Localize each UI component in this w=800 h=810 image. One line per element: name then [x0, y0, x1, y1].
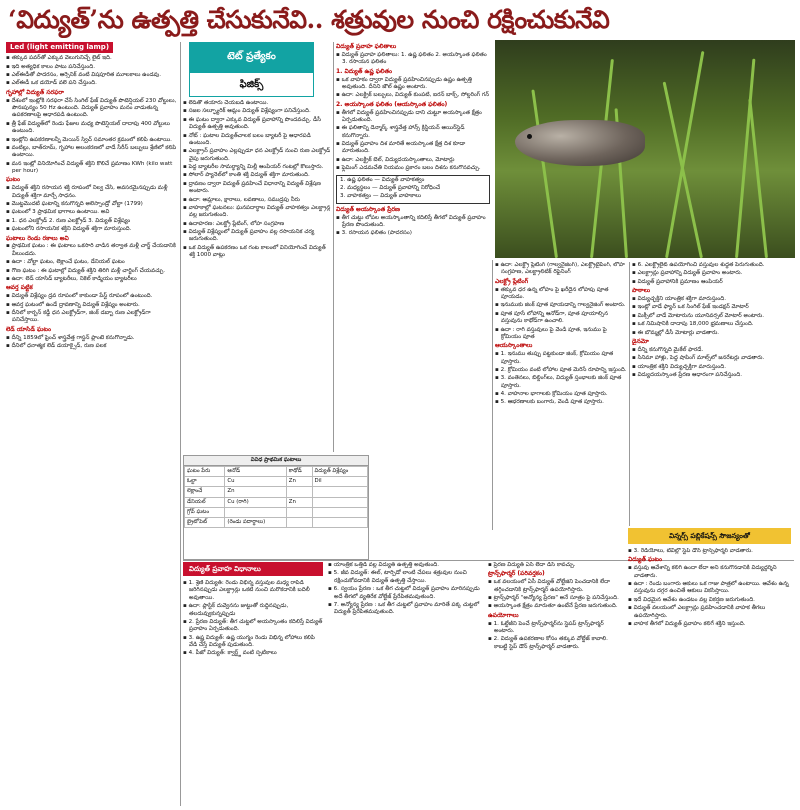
led-heading: Led (light emitting lamp)	[6, 42, 113, 53]
list-item: ▪ ఉదా: లెడ్‌ యాసిడ్‌ బ్యాటరీలు, నికెల్‌ కాడ్మియం బ్యాటరీలు	[6, 276, 178, 283]
bottom-section-banner: విద్యుత్‌ ప్రవాహ విధానాలు	[183, 562, 323, 576]
physics-banner: ఫిజిక్స్‌	[189, 72, 314, 97]
list-item: ▪ విద్యుత్‌ వలయంలో ఎలక్ట్రాన్లు ప్రవహించడానికి వాహక తీగలు ఉపయోగిస్తారు.	[628, 605, 794, 620]
section-heading: లెడ్‌ యాసిడ్‌ ఘటం	[6, 325, 52, 333]
pair-left: 1. ఉష్ణ ఫలితం	[340, 176, 373, 183]
list-item: ▪ విద్యుత్‌ శక్తిని రసాయన శక్తి రూపంలో నిల్వ చేసి, అవసరమైనప్పుడు మళ్లీ విద్యుత్‌ శక్తిగా మార్చే సాధనం.	[6, 185, 178, 200]
table-cell	[286, 487, 312, 497]
list-item: ▪ 1. ధన ఎలక్ట్రోడ్‌ 2. రుణ ఎలక్ట్రోడ్‌ 3. విద్యుత్‌ విశ్లేష్యం	[6, 218, 178, 225]
pair-row: 2. మధ్యస్థలం — విద్యుత్‌ ప్రవాహాన్ని నిరోధించే	[340, 184, 441, 191]
list-item: ▪ ఆవర్త ఘటంలో ఉండే ద్రావణాన్ని విద్యుత్‌ విశ్లేష్యం అంటారు.	[6, 302, 178, 309]
column-1	[6, 42, 178, 806]
list-item: ▪ దీన్ని 1859లో ఫ్రెంచ్‌ శాస్త్రవేత్త గాస్టన్‌ ప్లాంటె కనుగొన్నాడు.	[6, 335, 178, 342]
section-heading: విద్యుత్‌ ప్రవాహ ఫలితాలు	[336, 43, 397, 50]
list-item: ▪ మిక్సీలో వాడే మోటారును యూనివర్సల్‌ మోటార్‌ అంటారు.	[632, 313, 794, 320]
list-item: ▪ దేశంలో ఇంట్లోకి సరఫరా చేసే సింగిల్‌ ఫేజ్‌ విద్యుత్‌ పొటెన్షియల్‌ 230 వోల్టులు, పౌనఃపున్యం 50 Hz ఉంటుంది. విద్యుత్‌ ప్రవాహం మనం వాడుతున్న ఉపకరణాలపై ఆధారపడి ఉంటుంది.	[6, 98, 178, 120]
table-cell: గ్రోవ్‌ ఘటం	[185, 507, 225, 517]
list-item: ▪ విద్యుత్‌ ప్రవాహం దిశ మారితే అయస్కాంత క్షేత్ర దిశ కూడా మారుతుంది.	[336, 141, 490, 156]
list-item: ▪ ఆయస్కాంత క్షేత్రం మారుతూ ఉంటేనే ప్రేరణ జరుగుతుంది.	[488, 603, 623, 610]
pair-row: 1. ఉష్ణ ఫలితం — విద్యుత్‌ వాహకత్వం	[340, 176, 425, 183]
section-heading: 2. అయస్కాంత ఫలితం (ఆయస్కాంత ఫలితం)	[336, 100, 448, 108]
section-heading: 1. విద్యుత్‌ ఉష్ణ ఫలితం	[336, 67, 393, 75]
pairs-box	[336, 175, 490, 204]
section-heading: విద్యుత్‌ అయస్కాంత ప్రేరణ	[336, 205, 401, 213]
list-item: ▪ త్రీ ఫేజ్‌ విద్యుత్‌లో రెండు ఫేజుల మధ్య పొటెన్షియల్‌ దాదాపు 400 వోల్టులు ఉంటుంది.	[6, 121, 178, 136]
grass-blade	[531, 89, 558, 258]
section-heading: ఘటం	[6, 176, 21, 184]
list-item: ▪ విద్యుత్‌ విశ్లేష్యం ద్రవ రూపంలో కాకుండా పేస్ట్‌ రూపంలో ఉంటుంది.	[6, 293, 178, 300]
list-item: ▪ 3. రసాయన ఫలితం (పాదరసం)	[336, 230, 490, 237]
list-item: ▪ 6. ఎలక్ట్రోలైట్‌ ఉపయోగించి వస్తువుల శుద్ధత పెరుగుతుంది.	[632, 262, 794, 269]
list-item: ▪ తక్కువ పవర్‌తో ఎక్కువ వెలుగునిచ్చే లైట్‌ ఇది.	[6, 55, 178, 62]
list-item: ▪ ప్రాథమిక ఘటం : ఈ ఘటాలు ఒకసారి వాడిన తర్వాత మళ్లీ చార్జ్‌ చేయడానికి వీలుండదు.	[6, 243, 178, 258]
list-item: ▪ నోట్‌ : ఘటాల విద్యుత్‌చాలక బలం బ్యాటరీ పై ఆధారపడి ఉంటుంది.	[183, 133, 331, 148]
list-item: ▪ 2. విద్యుత్‌ ఉపకరణాల కోసం తక్కువ వోల్టేజ్‌ కావాలి. కాబట్టి స్టెప్‌ డౌన్‌ ట్రాన్స్‌ఫార్మర్‌ వాడతారు.	[488, 636, 623, 651]
column-divider	[629, 262, 630, 526]
list-item: ▪ 3. ఉష్ణ విద్యుత్‌: ఉష్ణ యుగ్మం రెండు విభిన్న లోహాలు కలిపి వేడి చేస్తే విద్యుత్‌ పుడుతుంది.	[183, 635, 323, 650]
table-header: ఆనోడ్‌	[225, 467, 286, 477]
section-heading: పాఠాలు	[632, 287, 651, 295]
section-heading: గృహాల్లో విద్యుత్‌ సరఫరా	[6, 88, 64, 96]
table-cell	[225, 507, 286, 517]
list-item: ▪ ఉదా : రెండు బంగారు ఆకులు ఒక గాజు పాత్రలో ఉంటాయి. ఆవేశం ఉన్న వస్తువును దగ్గర ఉంచితే ఆకులు వికసిస్తాయి.	[628, 581, 794, 596]
table-cell: బ్రైటోపెట్‌	[185, 517, 225, 527]
list-item: ▪ ఉదా : వోల్టా ఘటం, లెక్లాంచే ఘటం, డేనియల్‌ ఘటం	[6, 259, 178, 266]
list-item: ▪ 2. ప్రేరణ విద్యుత్‌: తీగ చుట్టలో అయస్కాంతం కదిలిస్తే విద్యుత్‌ ప్రవాహం ఏర్పడుతుంది.	[183, 619, 323, 634]
list-item: ▪ ఈ ఘటం ద్వారా ఎక్కువ విద్యుత్‌ ప్రవాహాన్ని పొందవచ్చు. డీసీ విద్యుత్‌ ఉత్పత్తి అవుతుంది.	[183, 117, 331, 132]
table-cell: Zn	[286, 477, 312, 487]
bottom-column-1	[183, 580, 323, 806]
table-cell: Cu	[225, 477, 286, 487]
list-item: ▪ విద్యుచ్ఛక్తిని యాంత్రిక శక్తిగా మారుస్తుంది.	[632, 296, 794, 303]
table-cell: (రెండు పదార్థాలు)	[225, 517, 286, 527]
grass-blade	[735, 59, 755, 258]
column-4	[495, 262, 627, 526]
list-item: ▪ సజల సల్ఫ్యూరిక్‌ ఆమ్లం విద్యుత్‌ విశ్లేష్యంగా పనిచేస్తుంది.	[183, 108, 331, 115]
list-item: ▪ తీగ చుట్టు లోపల అయస్కాంతాన్ని కదిలిస్తే తీగలో విద్యుత్‌ ప్రవాహం ప్రేరణ పొందుతుంది.	[336, 215, 490, 230]
list-item: ▪ పెద్ద బ్యాటరీల సామర్థ్యాన్ని మిల్లీ ఆంపియర్‌ గంటల్లో కొలుస్తారు.	[183, 164, 331, 171]
list-item: ▪ తక్కువ ధర ఉన్న లోహం పై ఖరీదైన లోహపు పూత పూయడం.	[495, 287, 627, 302]
list-item: ▪ ఇదే విధమైన ఆవేశం ఉండటం వల్ల వికర్షణ జరుగుతుంది.	[628, 597, 794, 604]
list-item: ▪ 6. స్వయం ప్రేరణ : ఒక తీగ చుట్టలో విద్యుత్‌ ప్రవాహం మారినప్పుడు అదే తీగలో వ్యతిరేక వోల్టేజ్‌ ప్రేరేపితమవుతుంది.	[328, 586, 483, 601]
list-item: ▪ సినిమా హాళ్లు, పెద్ద షాపింగ్‌ మాల్స్‌లో జనరేటర్లు వాడతారు.	[632, 355, 794, 362]
section-heading: ఉపయోగాలు	[488, 611, 519, 619]
list-item: ▪ మొట్టమొదటి ఘటాన్ని కనుగొన్నది అలెస్సాండ్రో వోల్టా (1799)	[6, 201, 178, 208]
list-item: ▪ 3. రేడియోలు, టీవీల్లో స్టెప్‌ డౌన్‌ ట్రాన్స్‌ఫార్మర్‌ వాడతారు.	[628, 548, 794, 555]
table-header: విద్యుత్‌ విశ్లేష్యం	[312, 467, 367, 477]
list-item: ▪ 3. వంతెనలు, బిల్డింగ్‌లు, విద్యుత్‌ స్తంభాలకు జింక్‌ పూత పూస్తారు.	[495, 375, 627, 390]
tet-special-banner: టెట్‌ ప్రత్యేకం	[189, 42, 314, 72]
list-item: ▪ దీనిలో కార్బన్‌ కడ్డీ ధన ఎలక్ట్రోడ్‌గా, జింక్‌ డబ్బా రుణ ఎలక్ట్రోడ్‌గా పనిచేస్తాయి.	[6, 310, 178, 325]
list-item: ▪ ఈ ఫలితాన్ని డెన్మార్క్‌ శాస్త్రవేత్త హాన్స్‌ క్రిస్టియన్‌ ఆయిర్‌స్టెడ్‌ కనుగొన్నారు.	[336, 125, 490, 140]
column-divider	[333, 42, 334, 452]
list-item: ▪ వాహక తీగలో విద్యుత్‌ ప్రవాహం కలిగే శక్తిని ఇస్తుంది.	[628, 621, 794, 628]
list-item: ▪ ఒక వలయంలో ఏసీ విద్యుత్‌ వోల్టేజిని పెంచడానికి లేదా తగ్గించడానికి ట్రాన్స్‌ఫార్మర్‌ ఉపయోగిస్తారు.	[488, 579, 623, 594]
list-item: ▪ వస్తువు ఆవేశాన్ని కలిగి ఉందా లేదా అని కనుగొనడానికి విద్యుద్దర్శిని వాడతారు.	[628, 565, 794, 580]
table-header: ఘటం పేరు	[185, 467, 225, 477]
list-item: ▪ 1. ఓల్టేజీని పెంచే ట్రాన్స్‌ఫార్మర్‌ను స్టెపప్‌ ట్రాన్స్‌ఫార్మర్‌ అంటారు.	[488, 621, 623, 636]
electric-eel-photo	[495, 40, 795, 258]
pair-right: విద్యుత్‌ వాహకాలు	[380, 193, 422, 200]
section-heading: ఆయస్కాంతాలు	[495, 342, 533, 350]
list-item: ▪ ట్రాన్స్‌ఫార్మర్‌ "అన్యోన్య ప్రేరణ" అనే సూత్రం పై పనిచేస్తుంది.	[488, 595, 623, 602]
table-cell: డేనియల్‌	[185, 497, 225, 507]
table-title: వివిధ ప్రాథమిక ఘటాలు	[184, 456, 368, 466]
winners-publications-credit: విన్నర్స్‌ పబ్లికేషన్స్‌ సౌజన్యంతో	[628, 528, 791, 544]
section-heading: ట్రాన్స్‌ఫార్మర్‌ (పరివర్తకం)	[488, 570, 545, 578]
list-item: ▪ ఉదా: ఆమ్లాలు, క్షారాలు, లవణాలు, సముద్రపు నీరు	[183, 197, 331, 204]
list-item: ▪ ప్రేరణ విద్యుత్‌ ఏసీ లేదా డీసీ కావచ్చు.	[488, 562, 623, 569]
table-cell	[286, 517, 312, 527]
list-item: ▪ ఒక నిమిషానికి దాదాపు 18,000 భ్రమణాలు చేస్తుంది.	[632, 321, 794, 328]
list-item: ▪ దీనిలో ధనాత్మక లెడ్‌ డయాక్సైడ్‌, రుణ పలక	[6, 343, 178, 350]
list-item: ▪ ఎల్‌ఈడీ ఒక డయోడ్‌ వలె పని చేస్తుంది.	[6, 80, 178, 87]
list-item: ▪ ఇనుముకు జింక్‌ పూత పూయడాన్ని గాల్వనైజింగ్‌ అంటారు.	[495, 302, 627, 309]
list-item: ▪ 5. జీవ విద్యుత్‌: ఈల్‌, టార్పిడో లాంటి చేపలు శత్రువుల నుంచి రక్షించుకోవడానికి విద్యుత్‌ ఉత్పత్తి చేస్తాయి.	[328, 570, 483, 585]
list-item: ▪ గౌణ ఘటం : ఈ ఘటాల్లో విద్యుత్‌ శక్తిని తిరిగి మళ్లీ చార్జింగ్‌ చేయవచ్చు.	[6, 268, 178, 275]
pair-right: విద్యుత్‌ వాహకత్వం	[381, 176, 425, 183]
table-cell: ఓల్టా	[185, 477, 225, 487]
eel-body	[515, 120, 645, 166]
list-item: ▪ విద్యుత్‌ ప్రవాహ ఫలితాలు: 1. ఉష్ణ ఫలితం 2. అయస్కాంత ఫలితం 3. రసాయన ఫలితం	[336, 52, 490, 67]
list-item: ▪ యాంత్రిక శక్తిని విద్యుచ్ఛక్తిగా మారుస్తుంది.	[632, 364, 794, 371]
list-item: ▪ యాంత్రిక ఒత్తిడి వల్ల విద్యుత్‌ ఉత్పత్తి అవుతుంది.	[328, 562, 483, 569]
list-item: ▪ 1. ఇనుము తుప్పు పట్టకుండా జింక్‌, క్రోమియం పూత పూస్తారు.	[495, 351, 627, 366]
table-cell: లెక్లాంచే	[185, 487, 225, 497]
table-header: కాథోడ్‌	[286, 467, 312, 477]
list-item: ▪ వంటిల్లు, బాత్‌రూమ్‌, గృహాల అలంకరణలో వాడే సీరీస్‌ బల్బులు శ్రేణిలో కలిపి ఉంటాయి.	[6, 145, 178, 160]
list-item: ▪ ఉదా: ఎలక్ట్రిక్‌ బల్బులు, విద్యుత్‌ కుంపటి, ఐరన్‌ బాక్స్‌, సోల్డరింగ్‌ గన్‌	[336, 92, 490, 99]
table-cell: Zn	[286, 497, 312, 507]
bottom-column-2	[328, 562, 483, 806]
headline: ‘విద్యుత్’ను ఉత్పత్తి చేసుకునేవి.. శత్రువుల నుంచి రక్షించుకునేవి	[8, 5, 610, 34]
list-item: ▪ వాహకాల్లో ఘటనలు: ఘనపదార్థాల విద్యుత్‌ వాహకత్వం ఎలక్ట్రాన్ల వల్ల జరుగుతుంది.	[183, 205, 331, 220]
list-item: ▪ ఉదా : రాగి వస్తువులు పై వెండి పూత, ఇనుము పై క్రోమియం పూత	[495, 327, 627, 342]
grass-blade	[748, 99, 768, 258]
bottom-column-4	[628, 548, 794, 806]
list-item: ▪ 5. ఆభరణాలకు బంగారు, వెండి పూత పూస్తారు.	[495, 399, 627, 406]
pair-row: 3. వాహకత్వం — విద్యుత్‌ వాహకాలు	[340, 193, 422, 200]
list-item: ▪ 2. క్రోమియం వంటి లోహాల పూత మెరిసే రూపాన్ని ఇస్తుంది.	[495, 367, 627, 374]
pair-right: విద్యుత్‌ ప్రవాహాన్ని నిరోధించే	[379, 184, 441, 191]
list-item: ▪ దీన్ని కనుగొన్నది మైకేల్‌ ఫారడే.	[632, 347, 794, 354]
list-item: ▪ ఇంట్లోని ఉపకరణాలన్నీ మెయిన్‌ స్విచ్‌ సమాంతర క్రమంలో కలిపి ఉంటాయి.	[6, 137, 178, 144]
table-cell	[286, 507, 312, 517]
column-2	[183, 100, 331, 452]
list-item: ▪ ఒక విద్యుత్‌ ఉపకరణం ఒక గంట కాలంలో వినియోగించే విద్యుత్‌ శక్తి 1000 వాట్లు	[183, 245, 331, 260]
list-item: ▪ లెడ్‌తో తయారు చేయబడి ఉంటాయి.	[183, 100, 331, 107]
list-item: ▪ 1. శ్రేణి విద్యుత్‌: రెండు విభిన్న వస్తువుల మధ్య రాపిడి జరిగినప్పుడు ఎలక్ట్రాన్లు ఒకటి నుంచి మరొకదానికి బదిలీ అవుతాయి.	[183, 580, 323, 602]
eel-eye	[527, 134, 532, 139]
list-item: ▪ 7. అన్యోన్య ప్రేరణ : ఒక తీగ చుట్టలో ప్రవాహం మారితే పక్క చుట్టలో విద్యుత్‌ ప్రేరేపితమవుతుంది.	[328, 602, 483, 617]
list-item: ▪ 4. పీజో విద్యుత్‌: క్వార్ట్జ్‌ వంటి స్ఫటికాలు	[183, 650, 323, 657]
list-item: ▪ సోలార్‌ ప్యానెల్‌లో కాంతి శక్తి విద్యుత్‌ శక్తిగా మారుతుంది.	[183, 172, 331, 179]
list-item: ▪ ఇంట్లో వాడే ఫ్యాన్‌ ఒక సింగిల్‌ ఫేజ్‌ ఇండక్షన్‌ మోటార్‌	[632, 304, 794, 311]
section-heading: ఎలక్ట్రో ప్లేటింగ్‌	[495, 277, 529, 285]
section-heading: విద్యుత్‌ ఘటం	[628, 556, 663, 564]
bottom-column-3	[488, 562, 623, 806]
section-heading: డైనమో	[632, 337, 649, 345]
list-item: ▪ ఈ బొమ్మల్లో డీసీ మోటార్లు వాడతారు.	[632, 330, 794, 337]
list-item: ▪ ఎల్‌ఈడీతో పాదరసం, ఆర్సెనిక్ వంటి విషపూరిత మూలకాలు ఉండవు.	[6, 72, 178, 79]
list-item: ▪ ఎలక్ట్రాన్‌ ప్రవాహం ఎల్లప్పుడూ ధన ఎలక్ట్రోడ్‌ నుంచి రుణ ఎలక్ట్రోడ్‌ వైపు జరుగుతుంది.	[183, 148, 331, 163]
column-3	[336, 42, 490, 527]
grass-blade	[665, 51, 704, 258]
list-item: ▪ ఫ్లెమింగ్‌ ఎడమచేతి నియమం ప్రకారం బలం దిశను కనుగొనవచ్చు.	[336, 165, 490, 172]
column-5	[632, 262, 794, 526]
pair-left: 3. వాహకత్వం	[340, 193, 372, 200]
column-divider	[492, 260, 493, 530]
list-item: ▪ విద్యుత్‌ ప్రవాహానికి ప్రమాణం ఆంపియర్‌	[632, 279, 794, 286]
list-item: ▪ ఘటంలో 3 ప్రాథమిక భాగాలు ఉంటాయి. అవి	[6, 209, 178, 216]
list-item: ▪ విద్యుత్‌ విశ్లేష్యంలో విద్యుత్‌ ప్రవాహం వల్ల రసాయనిక చర్య జరుగుతుంది.	[183, 229, 331, 244]
column-divider	[180, 42, 181, 806]
list-item: ▪ 4. వాహనాల భాగాలకు క్రోమియం పూత పూస్తారు.	[495, 391, 627, 398]
list-item: ▪ పూత పూసే లోహాన్ని ఆనోడ్‌గా, పూత పూయాల్సిన వస్తువును కాథోడ్‌గా ఉంచాలి.	[495, 311, 627, 326]
table-cell: Dil	[312, 477, 367, 487]
list-item: ▪ విద్యుదయస్కాంత ప్రేరణ ఆధారంగా పనిచేస్తుంది.	[632, 372, 794, 379]
list-item: ▪ ఇది అత్యధిక కాలం పాటు పనిచేస్తుంది.	[6, 64, 178, 71]
list-item: ▪ ఉదా: ఎలక్ట్రిక్‌ బెల్‌, విద్యుదయస్కాంతాలు, మోటార్లు	[336, 157, 490, 164]
list-item: ▪ ఒక వాహకం ద్వారా విద్యుత్‌ ప్రవహించినప్పుడు ఉష్ణం ఉత్పత్తి అవుతుంది. దీనిని జౌల్‌ ఉష్ణం అంటారు.	[336, 77, 490, 92]
list-item: ▪ ఉదాహరణ: ఎలక్ట్రో ప్లేటింగ్‌, లోహ సంగ్రహణ	[183, 221, 331, 228]
table-cell: Zn	[225, 487, 286, 497]
list-item: ▪ ద్రావణం ద్వారా విద్యుత్‌ ప్రవహించే విధానాన్ని విద్యుత్‌ విశ్లేషణ అంటారు.	[183, 181, 331, 196]
section-heading: ఆవర్త పట్టిక	[6, 284, 33, 292]
section-heading: ఘటాలు రెండు రకాలు అవి	[6, 234, 69, 242]
list-item: ▪ ఘటంలోని రసాయనిక శక్తిని విద్యుత్‌ శక్తిగా మారుస్తుంది.	[6, 226, 178, 233]
pair-left: 2. మధ్యస్థలం	[340, 184, 371, 191]
list-item: ▪ మన ఇంట్లో వినియోగించే విద్యుత్‌ శక్తిని కొలిచే ప్రమాణం KWh (kilo watt per hour)	[6, 161, 178, 176]
list-item: ▪ తీగలో విద్యుత్‌ ప్రవహించినప్పుడు దాని చుట్టూ అయస్కాంత క్షేత్రం ఏర్పడుతుంది.	[336, 110, 490, 125]
table-cell: Cu (రాగి)	[225, 497, 286, 507]
list-item: ▪ ఉదా: ఎలక్ట్రో ప్లేటింగ్‌ (గాల్వనైజింగ్‌), ఎలక్ట్రోటైపింగ్‌, లోహ సంగ్రహణ, ఎలక్ట్రాలిటిక్‌ రిఫైనింగ్‌	[495, 262, 627, 277]
list-item: ▪ ఎలక్ట్రాన్లు ప్రవాహాన్ని విద్యుత్‌ ప్రవాహం అంటారు.	[632, 270, 794, 277]
list-item: ▪ ఉదా: ప్లాస్టిక్‌ దువ్వెనను జుట్టుతో రుద్దినప్పుడు, తలదువ్వుకున్నప్పుడు	[183, 603, 323, 618]
